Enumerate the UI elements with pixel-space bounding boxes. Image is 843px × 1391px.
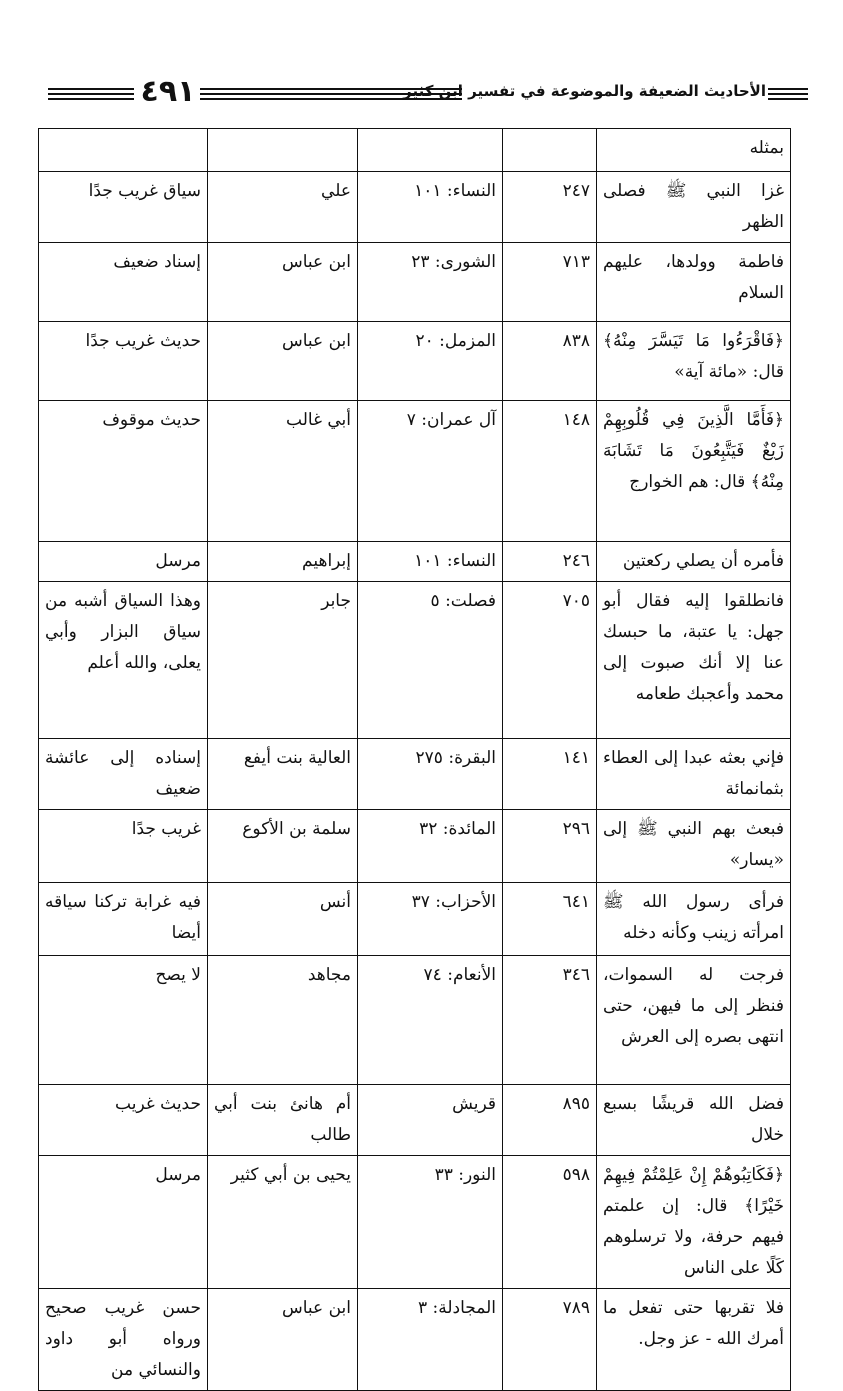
grade-cell: فيه غرابة تركنا سياقه أيضا xyxy=(39,883,208,956)
hadith-text-cell: فرجت له السموات، فنظر إلى ما فيهن، حتى انتهى بصره إلى العرش xyxy=(597,956,791,1085)
hadith-text-cell: فإني بعثه عبدا إلى العطاء بثمانمائة xyxy=(597,739,791,810)
table-row xyxy=(39,129,791,172)
hadith-number-cell: ٨٩٥ xyxy=(503,1085,597,1156)
hadith-text-cell: فانطلقوا إليه فقال أبو جهل: يا عتبة، ما حبسك عنا إلا أنك صبوت إلى محمد وأعجبك طعامه xyxy=(597,582,791,739)
table-row xyxy=(39,172,791,243)
hadith-text-cell: ﴿فَأَمَّا الَّذِينَ فِي قُلُوبِهِمْ زَيْغٌ فَيَتَّبِعُونَ مَا تَشَابَهَ مِنْهُ﴾ قال: هم الخوارج xyxy=(597,401,791,542)
narrator-cell: مجاهد xyxy=(208,956,358,1085)
hadith-text-cell: غزا النبي ﷺ فصلى الظهر xyxy=(597,172,791,243)
grade-cell: مرسل xyxy=(39,1156,208,1289)
narrator-cell xyxy=(208,129,358,172)
page-header xyxy=(40,74,795,112)
sura-location-cell: النساء: ١٠١ xyxy=(358,172,503,243)
hadith-number-cell: ١٤١ xyxy=(503,739,597,810)
table-row xyxy=(39,542,791,582)
sura-location-cell: الأحزاب: ٣٧ xyxy=(358,883,503,956)
running-title: الأحاديث الضعيفة والموضوعة في تفسير ابن كثير xyxy=(403,82,766,100)
table-row xyxy=(39,1156,791,1289)
hadith-number-cell: ١٤٨ xyxy=(503,401,597,542)
page-number: ٤٩١ xyxy=(140,74,196,109)
table-row xyxy=(39,739,791,810)
narrator-cell: جابر xyxy=(208,582,358,739)
sura-location-cell: البقرة: ٢٧٥ xyxy=(358,739,503,810)
hadith-text-cell: فأمره أن يصلي ركعتين xyxy=(597,542,791,582)
hadith-number-cell: ٧٠٥ xyxy=(503,582,597,739)
grade-cell xyxy=(39,129,208,172)
hadith-text-cell: فبعث بهم النبي ﷺ إلى «يسار» xyxy=(597,810,791,883)
grade-cell: مرسل xyxy=(39,542,208,582)
grade-cell: حديث غريب جدًا xyxy=(39,322,208,401)
hadith-text-cell: فلا تقربها حتى تفعل ما أمرك الله - عز وجل. xyxy=(597,1289,791,1391)
narrator-cell: إبراهيم xyxy=(208,542,358,582)
grade-cell: وهذا السياق أشبه من سياق البزار وأبي يعلى، والله أعلم xyxy=(39,582,208,739)
narrator-cell: سلمة بن الأكوع xyxy=(208,810,358,883)
sura-location-cell xyxy=(358,129,503,172)
hadith-table-body xyxy=(39,129,791,1391)
hadith-number-cell: ٧١٣ xyxy=(503,243,597,322)
hadith-number-cell: ٣٤٦ xyxy=(503,956,597,1085)
hadith-text-cell: فضل الله قريشًا بسبع خلال xyxy=(597,1085,791,1156)
grade-cell: إسناد ضعيف xyxy=(39,243,208,322)
hadith-number-cell: ٢٤٧ xyxy=(503,172,597,243)
header-rule-right xyxy=(768,88,808,102)
grade-cell: حديث موقوف xyxy=(39,401,208,542)
table-row xyxy=(39,956,791,1085)
hadith-text-cell: فرأى رسول الله ﷺ امرأته زينب وكأنه دخله xyxy=(597,883,791,956)
sura-location-cell: قريش xyxy=(358,1085,503,1156)
narrator-cell: علي xyxy=(208,172,358,243)
hadith-number-cell: ٨٣٨ xyxy=(503,322,597,401)
hadith-table xyxy=(38,128,791,1391)
sura-location-cell: النور: ٣٣ xyxy=(358,1156,503,1289)
narrator-cell: ابن عباس xyxy=(208,322,358,401)
table-row xyxy=(39,582,791,739)
grade-cell: حسن غريب صحيح ورواه أبو داود والنسائي من xyxy=(39,1289,208,1391)
hadith-text-cell: فاطمة وولدها، عليهم السلام xyxy=(597,243,791,322)
sura-location-cell: آل عمران: ٧ xyxy=(358,401,503,542)
grade-cell: غريب جدًا xyxy=(39,810,208,883)
table-row xyxy=(39,401,791,542)
hadith-text-cell: بمثله xyxy=(597,129,791,172)
grade-cell: حديث غريب xyxy=(39,1085,208,1156)
hadith-number-cell: ٦٤١ xyxy=(503,883,597,956)
hadith-number-cell xyxy=(503,129,597,172)
grade-cell: سياق غريب جدًا xyxy=(39,172,208,243)
sura-location-cell: الأنعام: ٧٤ xyxy=(358,956,503,1085)
table-row xyxy=(39,883,791,956)
table-row xyxy=(39,322,791,401)
narrator-cell: أنس xyxy=(208,883,358,956)
header-rule-left xyxy=(48,88,134,102)
narrator-cell: أبي غالب xyxy=(208,401,358,542)
narrator-cell: العالية بنت أيفع xyxy=(208,739,358,810)
sura-location-cell: المزمل: ٢٠ xyxy=(358,322,503,401)
sura-location-cell: الشورى: ٢٣ xyxy=(358,243,503,322)
grade-cell: إسناده إلى عائشة ضعيف xyxy=(39,739,208,810)
sura-location-cell: المجادلة: ٣ xyxy=(358,1289,503,1391)
table-row xyxy=(39,243,791,322)
table-row xyxy=(39,1085,791,1156)
narrator-cell: ابن عباس xyxy=(208,243,358,322)
sura-location-cell: النساء: ١٠١ xyxy=(358,542,503,582)
grade-cell: لا يصح xyxy=(39,956,208,1085)
hadith-text-cell: ﴿فَاقْرَءُوا مَا تَيَسَّرَ مِنْهُ﴾ قال: «مائة آية» xyxy=(597,322,791,401)
hadith-number-cell: ٥٩٨ xyxy=(503,1156,597,1289)
hadith-number-cell: ٢٩٦ xyxy=(503,810,597,883)
hadith-number-cell: ٧٨٩ xyxy=(503,1289,597,1391)
sura-location-cell: فصلت: ٥ xyxy=(358,582,503,739)
hadith-number-cell: ٢٤٦ xyxy=(503,542,597,582)
table-row xyxy=(39,810,791,883)
table-row xyxy=(39,1289,791,1391)
narrator-cell: أم هانئ بنت أبي طالب xyxy=(208,1085,358,1156)
sura-location-cell: المائدة: ٣٢ xyxy=(358,810,503,883)
hadith-text-cell: ﴿فَكَاتِبُوهُمْ إِنْ عَلِمْتُمْ فِيهِمْ خَيْرًا﴾ قال: إن علمتم فيهم حرفة، ولا ترسلوهم كَلًا على الناس xyxy=(597,1156,791,1289)
narrator-cell: ابن عباس xyxy=(208,1289,358,1391)
narrator-cell: يحيى بن أبي كثير xyxy=(208,1156,358,1289)
